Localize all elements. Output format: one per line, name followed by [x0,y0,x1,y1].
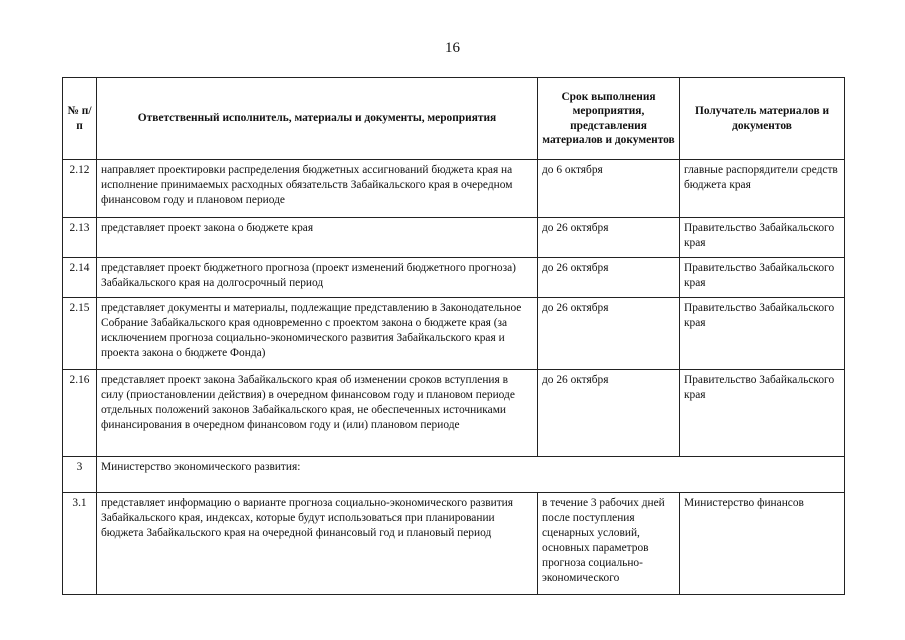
row-number: 2.12 [63,160,97,218]
row-executor-action: направляет проектировки распределения бюджетных ассигнований бюджета края на исполнение принимаемых расходных обязательств Забайкальского края в очередном финансовом году и плановом периоде [97,160,538,218]
section-title: Министерство экономического развития: [97,457,845,493]
row-deadline: до 6 октября [538,160,680,218]
row-number: 2.16 [63,370,97,457]
table-row [63,493,845,595]
row-number: 2.15 [63,298,97,370]
table-header-row [63,78,845,160]
row-deadline: до 26 октября [538,370,680,457]
row-recipient: Правительство Забайкальского края [680,218,845,258]
row-recipient: Министерство финансов [680,493,845,595]
row-deadline: до 26 октября [538,218,680,258]
row-recipient: Правительство Забайкальского края [680,258,845,298]
row-executor-action: представляет проект бюджетного прогноза (проект изменений бюджетного прогноза) Забайкальского края на долгосрочный период [97,258,538,298]
table-row [63,258,845,298]
row-deadline: до 26 октября [538,258,680,298]
table-row [63,218,845,258]
row-number: 3.1 [63,493,97,595]
row-executor-action: представляет информацию о варианте прогноза социально-экономического развития Забайкальского края, индексах, которые будут использоваться при планировании бюджета Забайкальского края на очередной финансовый год и плановый период [97,493,538,595]
table-row [63,298,845,370]
row-executor-action: представляет проект закона о бюджете края [97,218,538,258]
row-number: 2.13 [63,218,97,258]
header-deadline: Срок выполнения мероприятия, представления материалов и документов [538,78,680,160]
row-executor-action: представляет документы и материалы, подлежащие представлению в Законодательное Собрание Забайкальского края одновременно с проектом закона о бюджете края (за исключением прогноза социально-экономического развития Забайкальского края и проекта закона о бюджете Фонда) [97,298,538,370]
row-deadline: до 26 октября [538,298,680,370]
header-recipient: Получатель материалов и документов [680,78,845,160]
row-recipient: главные распорядители средств бюджета края [680,160,845,218]
row-recipient: Правительство Забайкальского края [680,298,845,370]
row-recipient: Правительство Забайкальского края [680,370,845,457]
section-number: 3 [63,457,97,493]
row-deadline: в течение 3 рабочих дней после поступления сценарных условий, основных параметров прогноза социально-экономического [538,493,680,595]
table-section-row [63,457,845,493]
header-number: № п/п [63,78,97,160]
page-number: 16 [445,40,460,56]
events-table [62,77,845,595]
row-executor-action: представляет проект закона Забайкальского края об изменении сроков вступления в силу (приостановлении действия) в очередном финансовом году и плановом периоде отдельных положений законов Забайкальского края, не обеспеченных источниками финансирования в очередном финансовом году и (или) плановом периоде [97,370,538,457]
table-row [63,370,845,457]
header-executor: Ответственный исполнитель, материалы и документы, мероприятия [97,78,538,160]
row-number: 2.14 [63,258,97,298]
table-row [63,160,845,218]
